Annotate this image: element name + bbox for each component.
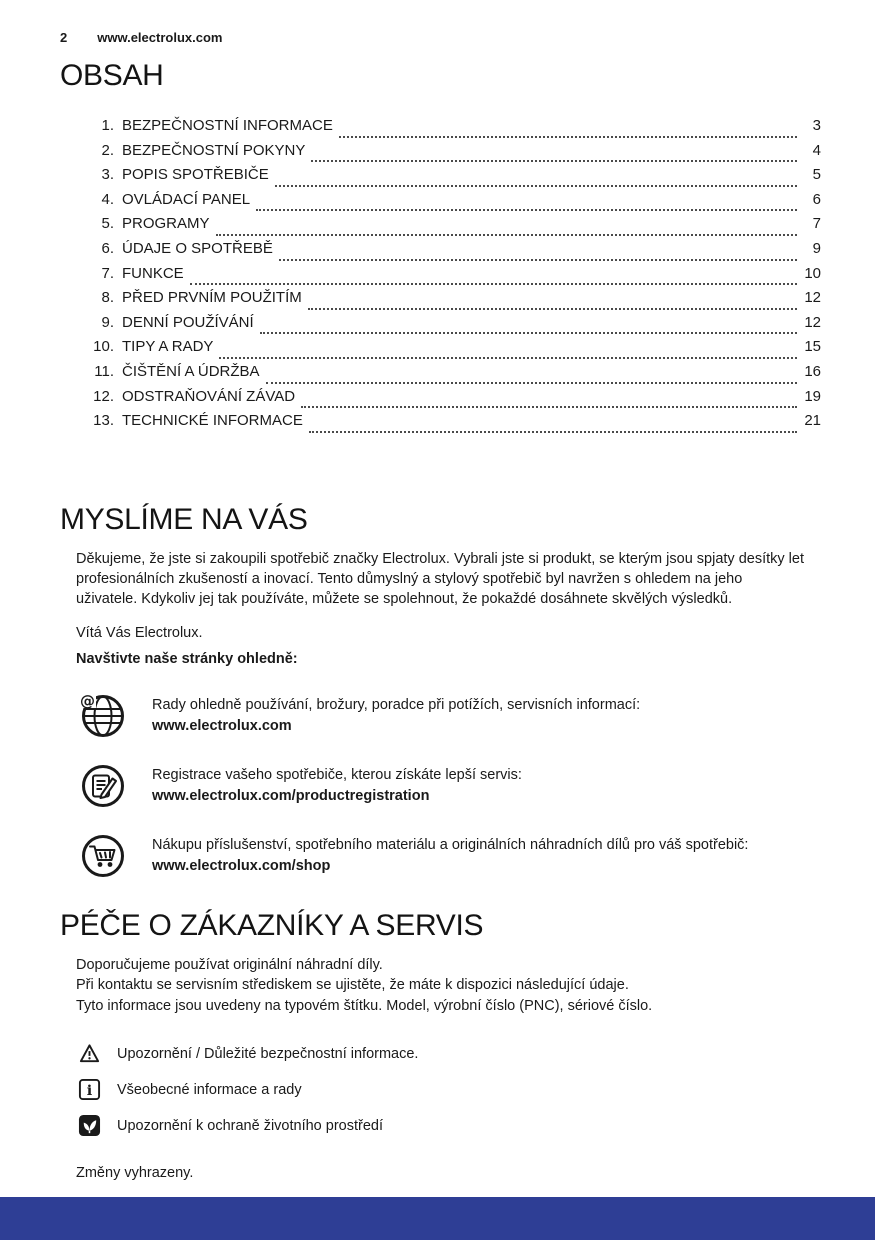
toc-entry-label: TIPY A RADY	[122, 338, 214, 356]
toc-entry	[84, 142, 821, 167]
registration-document-icon	[80, 763, 126, 809]
website-url: www.electrolux.com	[152, 717, 292, 734]
toc-entry	[84, 191, 821, 216]
toc-entry-number: 9.	[101, 313, 114, 331]
toc-dot-leader	[311, 160, 797, 162]
eco-note-text: Upozornění k ochraně životního prostředí	[117, 1117, 383, 1134]
toc-entry	[84, 240, 821, 265]
toc-entry-number: 1.	[101, 117, 114, 134]
toc-entry-number: 5.	[101, 215, 114, 233]
toc-entry-number: 3.	[101, 166, 114, 184]
toc-entry-page: 9	[812, 239, 821, 257]
toc-entry	[84, 338, 821, 363]
toc-entry-page: 21	[804, 412, 821, 430]
toc-dot-leader	[275, 185, 797, 187]
eco-note-row	[78, 1114, 821, 1137]
table-of-contents	[84, 117, 821, 437]
website-shop-url: www.electrolux.com/shop	[152, 857, 331, 874]
website-info-text	[152, 695, 640, 736]
footer-brand-bar	[0, 1197, 875, 1240]
toc-entry-number: 7.	[101, 264, 114, 282]
warning-note-text: Upozornění / Důležité bezpečnostní informace.	[117, 1045, 419, 1062]
website-registration-row	[80, 763, 821, 809]
toc-entry-page: 3	[812, 117, 821, 134]
toc-entry	[84, 289, 821, 314]
toc-entry-number: 4.	[101, 190, 114, 208]
care-lines	[76, 955, 821, 1017]
toc-entry	[84, 265, 821, 290]
eco-leaf-icon	[78, 1114, 101, 1137]
info-note-text: Všeobecné informace a rady	[117, 1081, 302, 1098]
toc-dot-leader	[266, 382, 797, 384]
care-section-title: PÉČE O ZÁKAZNÍKY A SERVIS	[60, 908, 484, 942]
website-shop-description: Nákupu příslušenství, spotřebního materiálu a originálních náhradních dílů pro váš spotřebič:	[152, 837, 749, 854]
toc-dot-leader	[256, 209, 797, 211]
changes-reserved-note: Změny vyhrazeny.	[76, 1165, 194, 1182]
website-info-description: Rady ohledně používání, brožury, poradce při potížích, servisních informací:	[152, 697, 641, 714]
info-icon	[78, 1078, 101, 1101]
website-registration-description: Registrace vašeho spotřebiče, kterou získáte lepší servis:	[152, 767, 522, 784]
website-registration-url: www.electrolux.com/productregistration	[152, 787, 430, 804]
toc-entry	[84, 412, 821, 437]
info-note-row	[78, 1078, 821, 1101]
toc-entry-page: 7	[812, 215, 821, 233]
website-shop-row	[80, 833, 821, 879]
intro-section-title: MYSLÍME NA VÁS	[60, 502, 308, 536]
toc-entry-label: DENNÍ POUŽÍVÁNÍ	[122, 313, 254, 331]
toc-entry-number: 11.	[94, 362, 114, 380]
toc-entry-page: 19	[804, 387, 821, 405]
toc-entry-page: 10	[804, 264, 821, 282]
toc-dot-leader	[309, 431, 797, 433]
toc-entry-label: BEZPEČNOSTNÍ POKYNY	[122, 141, 306, 159]
care-line: Doporučujeme používat originální náhradní díly.	[76, 956, 383, 973]
toc-dot-leader	[260, 332, 797, 334]
svg-text:@: @	[80, 692, 95, 710]
toc-entry-page: 12	[804, 289, 821, 307]
toc-entry	[84, 215, 821, 240]
toc-entry-label: OVLÁDACÍ PANEL	[122, 190, 251, 208]
toc-dot-leader	[216, 234, 797, 236]
warning-triangle-icon	[78, 1042, 101, 1065]
toc-dot-leader	[308, 308, 797, 310]
website-registration-text	[152, 765, 522, 806]
toc-entry	[84, 117, 821, 142]
header-site-url: www.electrolux.com	[97, 30, 223, 45]
website-shop-text	[152, 835, 748, 876]
toc-dot-leader	[219, 357, 797, 359]
toc-entry-number: 13.	[93, 412, 114, 430]
toc-entry-number: 8.	[101, 289, 114, 307]
toc-entry-number: 12.	[93, 387, 114, 405]
toc-entry-page: 6	[812, 190, 821, 208]
care-line: Při kontaktu se servisním střediskem se ujistěte, že máte k dispozici následující údaje.	[76, 977, 629, 994]
toc-entry-number: 10.	[93, 338, 114, 356]
globe-at-icon	[80, 693, 126, 739]
toc-dot-leader	[301, 406, 797, 408]
toc-dot-leader	[190, 283, 797, 285]
toc-entry-number: 6.	[101, 239, 114, 257]
toc-entry-label: PŘED PRVNÍM POUŽITÍM	[122, 289, 302, 307]
toc-entry-label: ÚDAJE O SPOTŘEBĚ	[122, 239, 273, 257]
toc-entry-label: ČIŠTĚNÍ A ÚDRŽBA	[122, 362, 260, 380]
toc-title: OBSAH	[60, 59, 164, 92]
toc-entry	[84, 166, 821, 191]
intro-paragraph: Děkujeme, že jste si zakoupili spotřebič značky Electrolux. Vybrali jste si produkt, se kterým jsou spjaty desítky let profesionálních zkušeností a inovací. Tento důmyslný a stylový spotřebič byl navržen s ohledem na jeho uživatele. Kdykoliv jej tak používáte, můžete se spolehnout, že pokaždé dosáhnete skvělých výsledků.	[76, 550, 804, 607]
website-info-row	[80, 693, 821, 739]
toc-entry-number: 2.	[101, 141, 114, 159]
toc-entry	[84, 388, 821, 413]
toc-entry-page: 4	[812, 141, 821, 159]
toc-entry-page: 12	[804, 313, 821, 331]
page-number: 2	[60, 30, 68, 45]
toc-entry	[84, 363, 821, 388]
toc-entry-page: 5	[812, 166, 821, 184]
toc-entry	[84, 314, 821, 339]
toc-dot-leader	[279, 259, 797, 261]
warning-note-row	[78, 1042, 821, 1065]
toc-entry-label: BEZPEČNOSTNÍ INFORMACE	[122, 117, 333, 134]
toc-dot-leader	[339, 136, 797, 138]
toc-entry-label: PROGRAMY	[122, 215, 210, 233]
toc-entry-label: FUNKCE	[122, 264, 184, 282]
visit-sites-heading: Navštivte naše stránky ohledně:	[76, 650, 298, 667]
toc-entry-label: POPIS SPOTŘEBIČE	[122, 166, 269, 184]
welcome-line: Vítá Vás Electrolux.	[76, 624, 203, 641]
care-line: Tyto informace jsou uvedeny na typovém štítku. Model, výrobní číslo (PNC), sériové číslo.	[76, 997, 653, 1014]
shopping-cart-icon	[80, 833, 126, 879]
toc-entry-page: 16	[804, 362, 821, 380]
page-header	[60, 30, 821, 45]
toc-entry-label: TECHNICKÉ INFORMACE	[122, 412, 303, 430]
toc-entry-label: ODSTRAŇOVÁNÍ ZÁVAD	[122, 387, 296, 405]
toc-entry-page: 15	[804, 338, 821, 356]
svg-text:i: i	[86, 1083, 93, 1100]
